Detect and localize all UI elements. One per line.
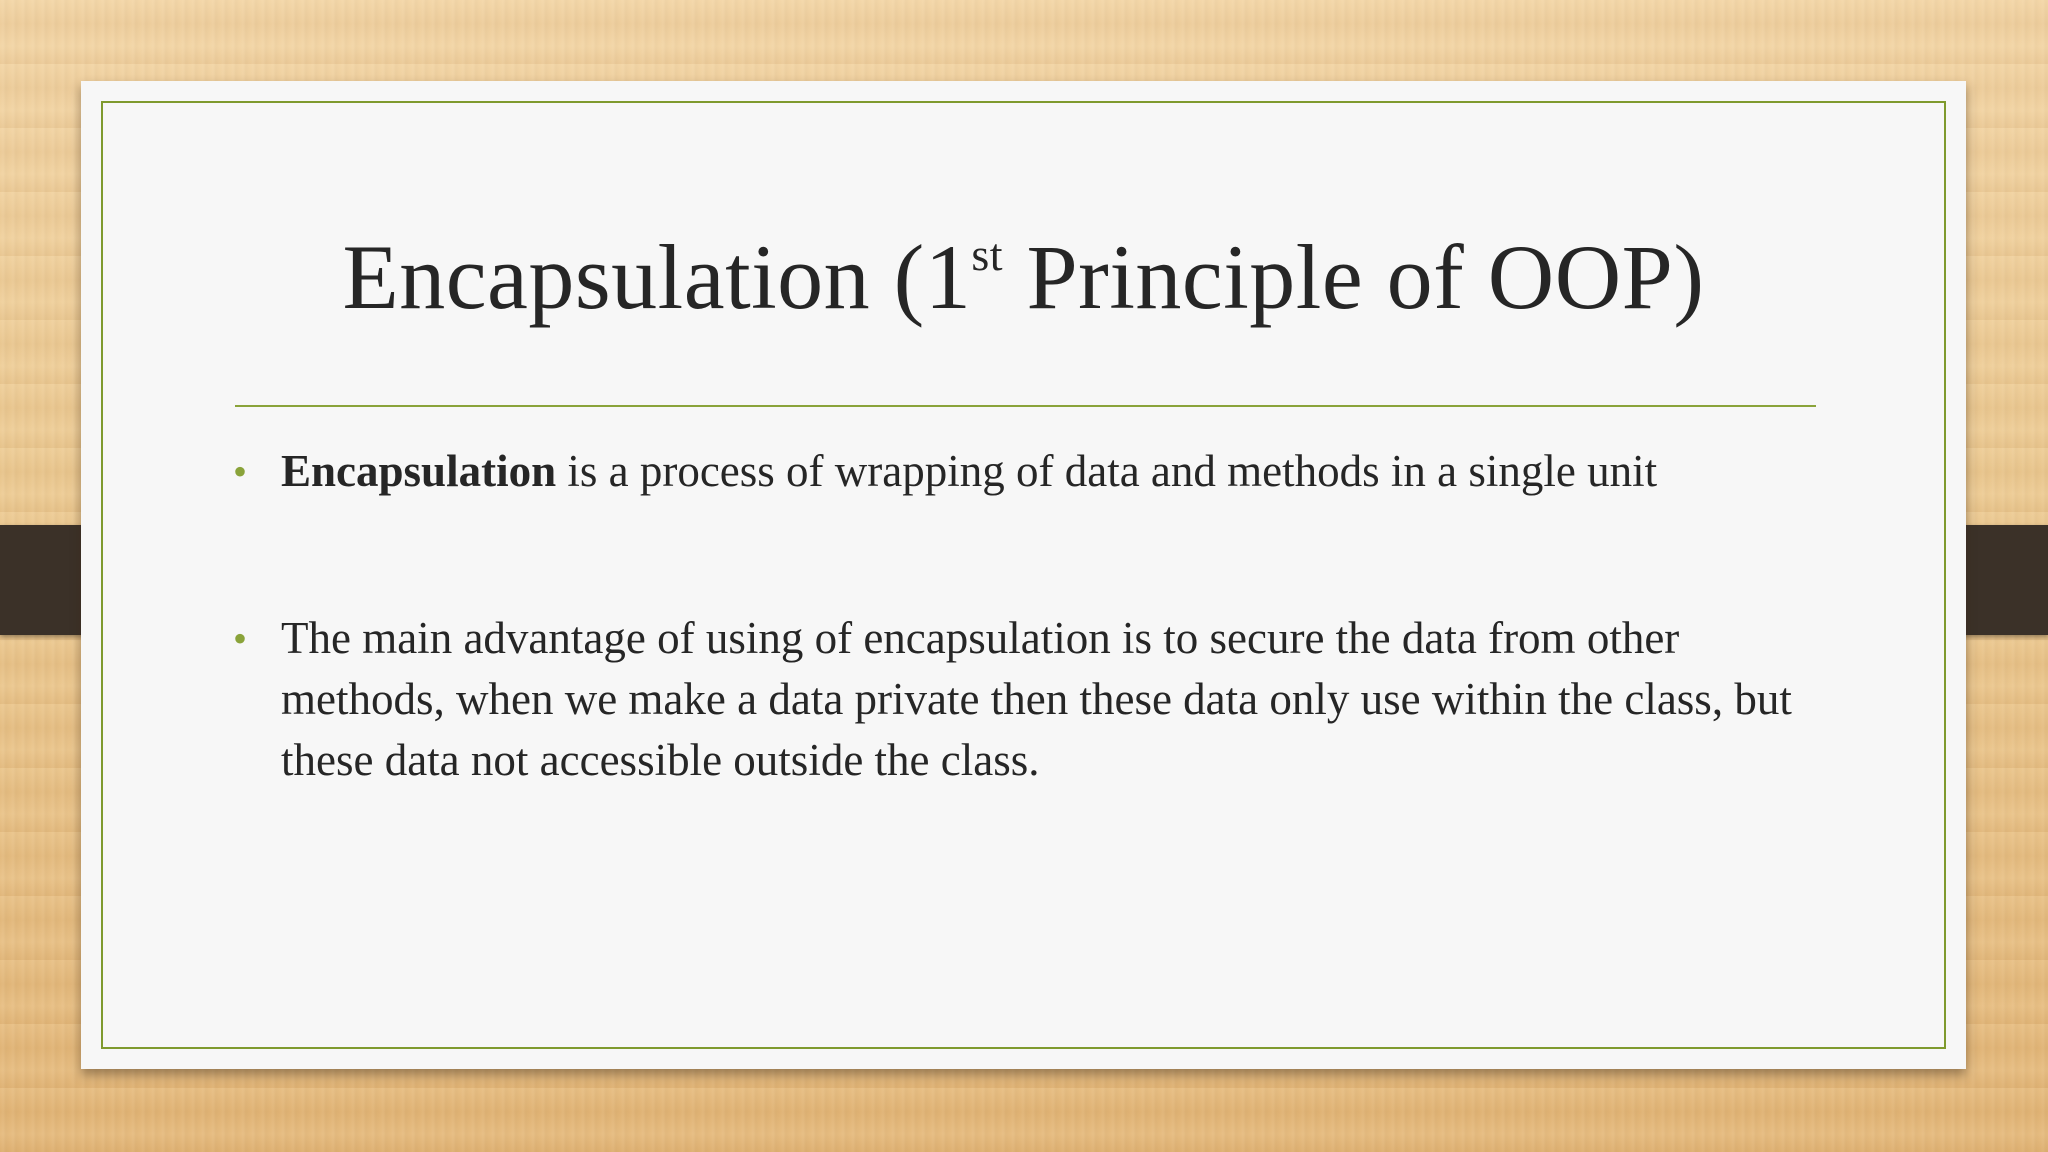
bullet-bold-term: Encapsulation [281, 446, 557, 496]
title-divider [235, 405, 1816, 407]
bullet-dot-icon: • [233, 449, 248, 494]
bullet-list [233, 441, 1821, 791]
bullet-dot-icon: • [233, 616, 248, 661]
bullet-text: is a process of wrapping of data and methods in a single unit [556, 446, 1658, 496]
title-superscript: st [971, 229, 1004, 281]
bullet-item [233, 441, 1821, 502]
slide-title [81, 226, 1966, 328]
title-text: Encapsulation (1 [342, 226, 972, 328]
title-text-end: Principle of OOP) [1003, 226, 1705, 328]
bullet-item [233, 608, 1821, 791]
bullet-text: The main advantage of using of encapsulation is to secure the data from other methods, when we make a data private then these data only use within the class, but these data not accessible outside the class. [281, 613, 1792, 785]
slide [81, 81, 1966, 1069]
